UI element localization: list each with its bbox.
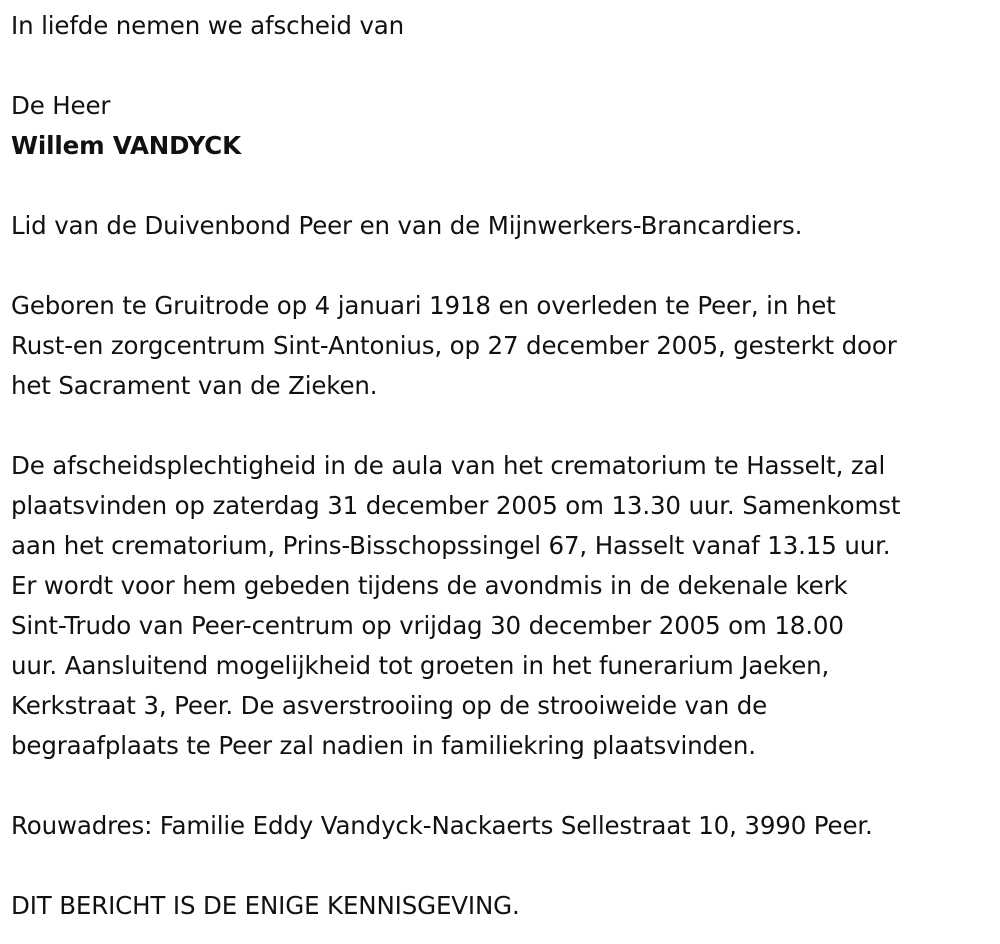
spacer bbox=[11, 166, 996, 206]
birth-paragraph bbox=[11, 286, 996, 406]
paragraph-line: aan het crematorium, Prins-Bisschopssingel 67, Hasselt vanaf 13.15 uur. bbox=[11, 531, 891, 560]
spacer bbox=[11, 846, 996, 886]
paragraph-line: De afscheidsplechtigheid in de aula van het crematorium te Hasselt, zal bbox=[11, 451, 886, 480]
spacer bbox=[11, 246, 996, 286]
paragraph-line: Rust-en zorgcentrum Sint-Antonius, op 27 december 2005, gesterkt door bbox=[11, 331, 897, 360]
address-line: Rouwadres: Familie Eddy Vandyck-Nackaerts Sellestraat 10, 3990 Peer. bbox=[11, 811, 873, 840]
paragraph-line: Geboren te Gruitrode op 4 januari 1918 en overleden te Peer, in het bbox=[11, 291, 836, 320]
spacer bbox=[11, 46, 996, 86]
spacer bbox=[11, 406, 996, 446]
paragraph-line: Er wordt voor hem gebeden tijdens de avondmis in de dekenale kerk bbox=[11, 571, 848, 600]
paragraph-line: Sint-Trudo van Peer-centrum op vrijdag 30 december 2005 om 18.00 bbox=[11, 611, 844, 640]
paragraph-line: begraafplaats te Peer zal nadien in familiekring plaatsvinden. bbox=[11, 731, 756, 760]
paragraph-line: Kerkstraat 3, Peer. De asverstrooiing op de strooiweide van de bbox=[11, 691, 768, 720]
salutation: De Heer bbox=[11, 91, 111, 120]
paragraph-line: plaatsvinden op zaterdag 31 december 2005 om 13.30 uur. Samenkomst bbox=[11, 491, 901, 520]
spacer bbox=[11, 766, 996, 806]
notice-line: DIT BERICHT IS DE ENIGE KENNISGEVING. bbox=[11, 891, 520, 920]
membership-line: Lid van de Duivenbond Peer en van de Mijnwerkers-Brancardiers. bbox=[11, 211, 803, 240]
death-notice bbox=[11, 6, 996, 926]
ceremony-paragraph bbox=[11, 446, 996, 766]
deceased-name: Willem VANDYCK bbox=[11, 131, 241, 160]
intro-line: In liefde nemen we afscheid van bbox=[11, 11, 405, 40]
paragraph-line: het Sacrament van de Zieken. bbox=[11, 371, 378, 400]
paragraph-line: uur. Aansluitend mogelijkheid tot groeten in het funerarium Jaeken, bbox=[11, 651, 830, 680]
